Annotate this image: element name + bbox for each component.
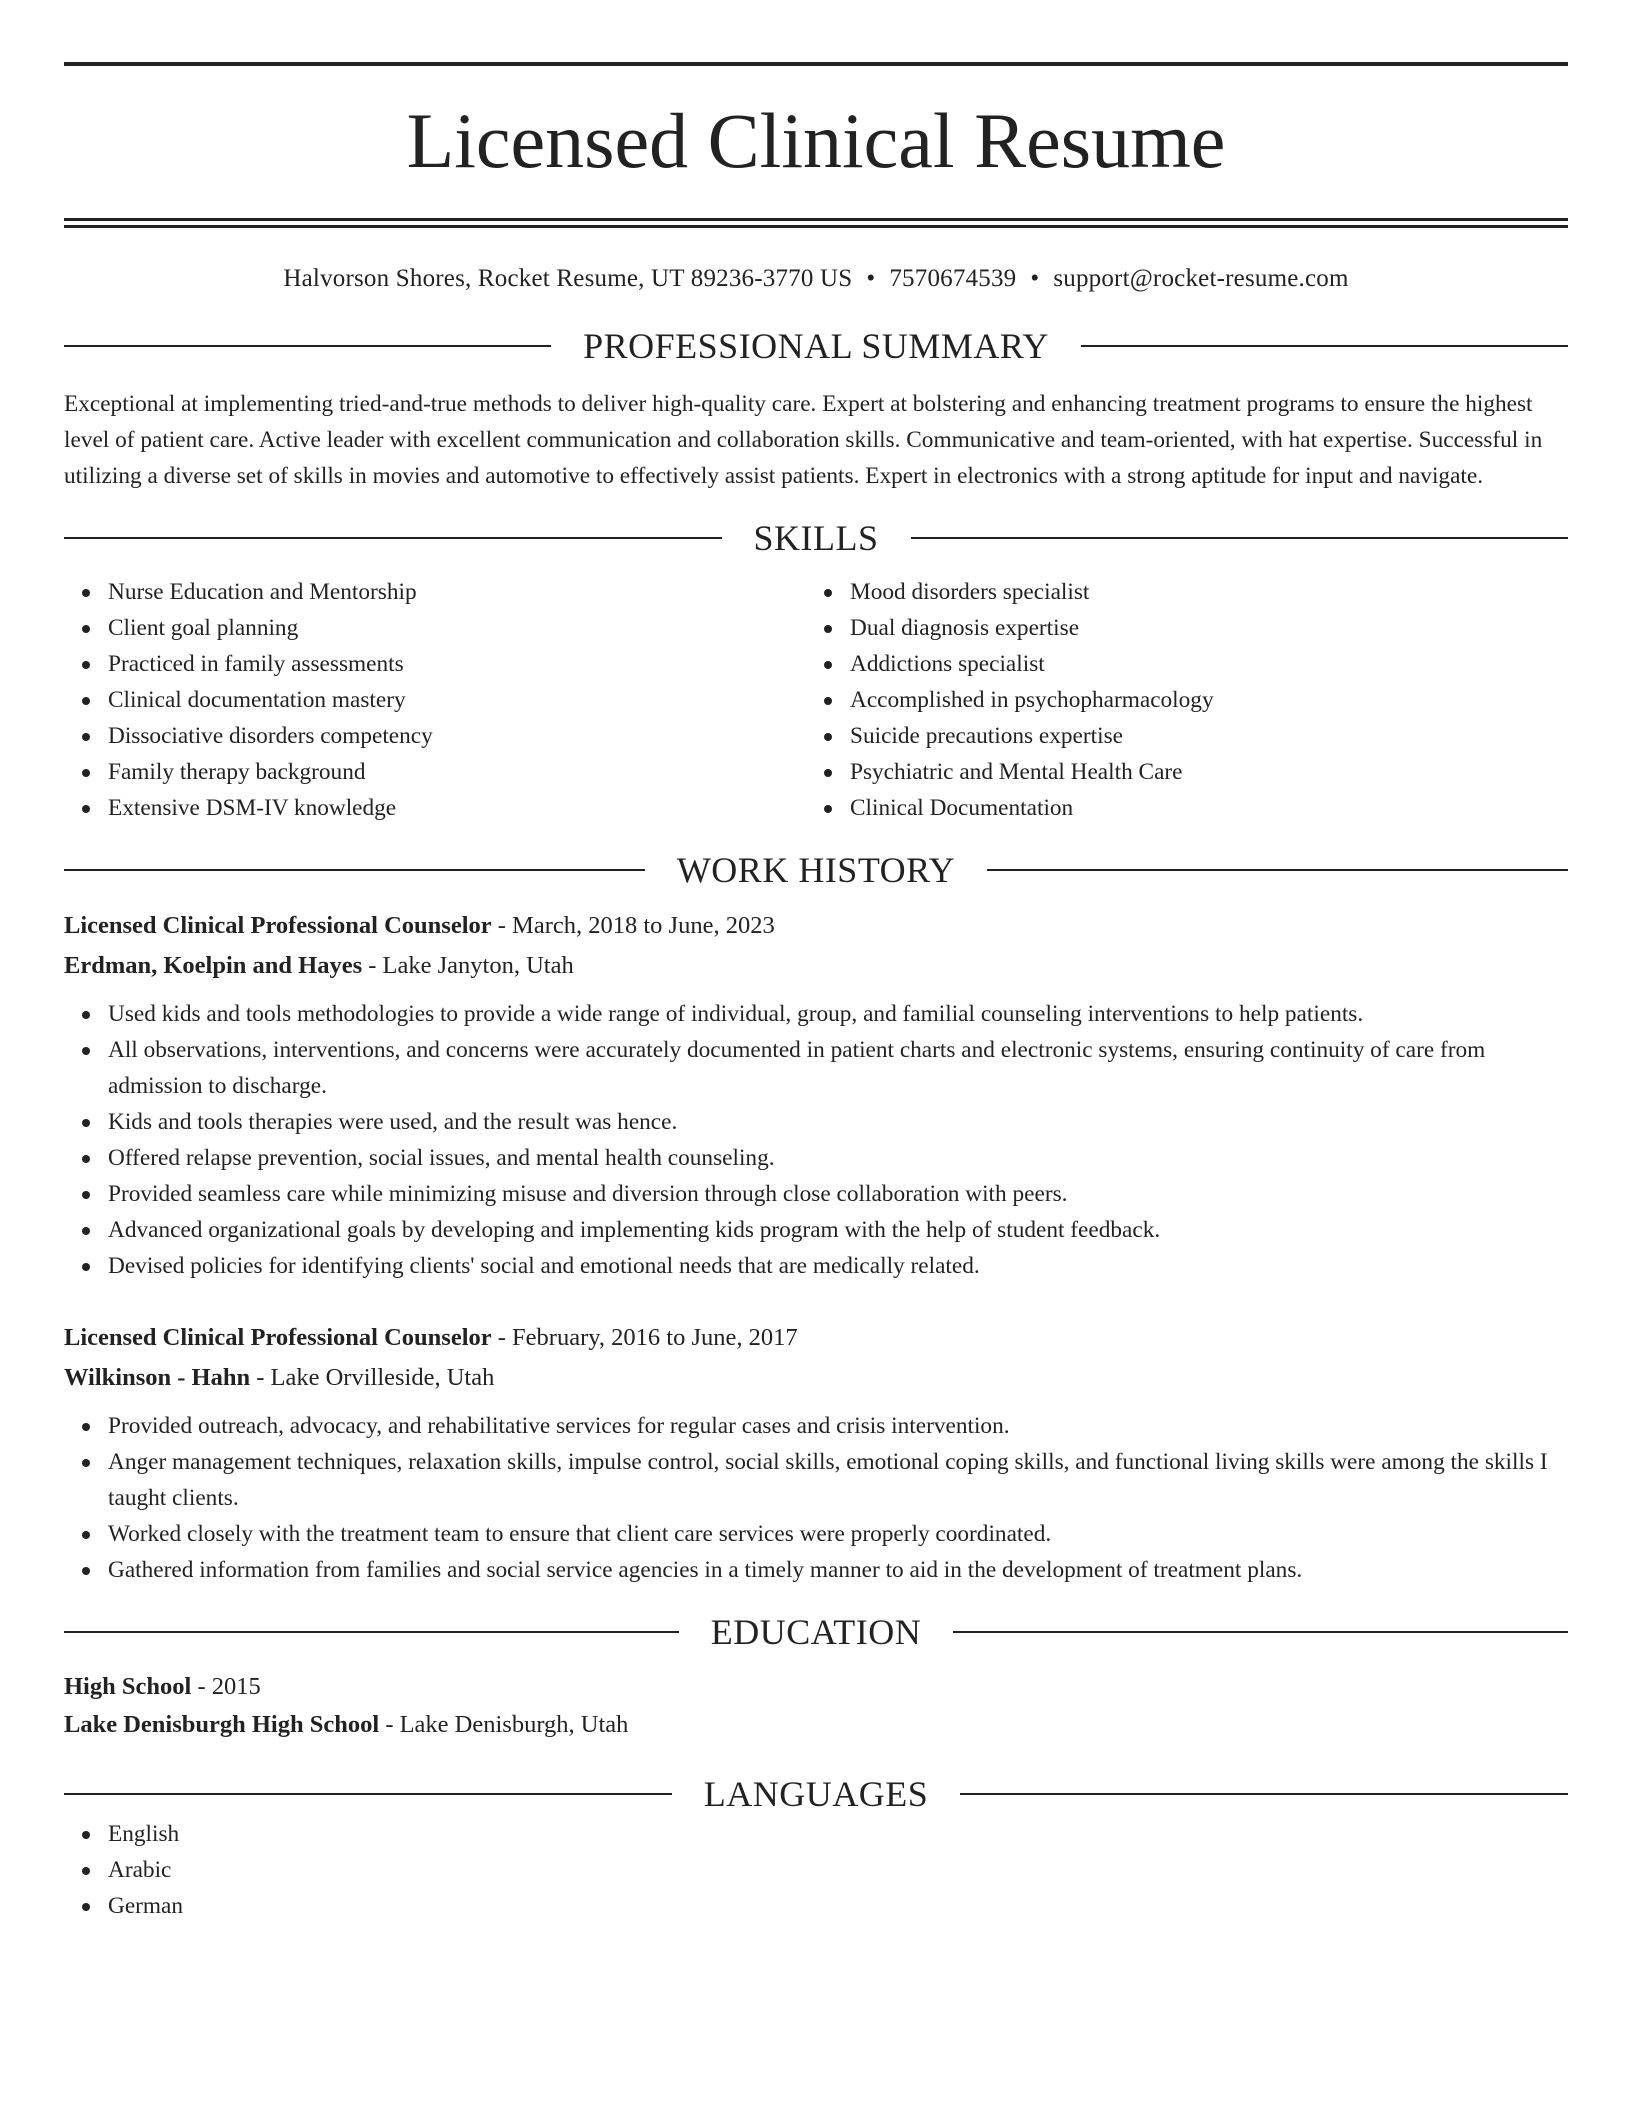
job-bullet: Provided outreach, advocacy, and rehabilitative services for regular cases and crisis intervention. <box>64 1408 1568 1444</box>
section-header-education <box>64 1610 1568 1654</box>
section-header-skills <box>64 516 1568 560</box>
education-degree: High School <box>64 1673 192 1700</box>
job-bullet: Worked closely with the treatment team to ensure that client care services were properly coordinated. <box>64 1516 1568 1552</box>
title-double-rule <box>64 218 1568 228</box>
job-bullet: Devised policies for identifying clients' social and emotional needs that are medically related. <box>64 1248 1568 1284</box>
education-location: - Lake Denisburgh, Utah <box>379 1711 629 1738</box>
job-title-line <box>64 906 1568 946</box>
contact-separator: • <box>866 265 876 292</box>
section-title: EDUCATION <box>710 1612 922 1652</box>
job-bullet: Provided seamless care while minimizing misuse and diversion through close collaboration with peers. <box>64 1176 1568 1212</box>
section-title: WORK HISTORY <box>676 850 956 890</box>
language-item: Arabic <box>64 1852 1568 1888</box>
job-company-line <box>64 1358 1568 1398</box>
skill-item: Family therapy background <box>64 754 806 790</box>
skill-item: Addictions specialist <box>806 646 1548 682</box>
job-bullet: Anger management techniques, relaxation skills, impulse control, social skills, emotional coping skills, and functional living skills were among the skills I taught clients. <box>64 1444 1568 1516</box>
skill-item: Suicide precautions expertise <box>806 718 1548 754</box>
language-item: German <box>64 1888 1568 1924</box>
section-title: LANGUAGES <box>703 1774 929 1814</box>
job-title: Licensed Clinical Professional Counselor <box>64 1324 492 1351</box>
divider <box>64 537 722 539</box>
section-header-languages <box>64 1772 1568 1816</box>
education-entry <box>64 1668 1568 1744</box>
resume-title: Licensed Clinical Resume <box>406 97 1226 184</box>
skill-item: Clinical Documentation <box>806 790 1548 826</box>
skill-item: Psychiatric and Mental Health Care <box>806 754 1548 790</box>
section-title: PROFESSIONAL SUMMARY <box>583 326 1049 366</box>
skill-item: Clinical documentation mastery <box>64 682 806 718</box>
skill-item: Nurse Education and Mentorship <box>64 574 806 610</box>
job-title: Licensed Clinical Professional Counselor <box>64 912 492 939</box>
job-dates: - February, 2016 to June, 2017 <box>491 1324 798 1351</box>
job-bullets <box>64 1408 1568 1588</box>
languages-list <box>64 1816 1568 1924</box>
job-company-line <box>64 946 1568 986</box>
summary-text: Exceptional at implementing tried-and-true methods to deliver high-quality care. Expert at bolstering and enhancing treatment programs to ensure the highest level of patient care. Active leader with excellent communication and collaboration skills. Communicative and team-oriented, with hat expertise. Successful in utilizing a diverse set of skills in movies and automotive to effectively assist patients. Expert in electronics with a strong aptitude for input and navigate. <box>64 391 1543 489</box>
section-title: SKILLS <box>753 518 879 558</box>
section-header-work-history <box>64 848 1568 892</box>
skill-item: Dual diagnosis expertise <box>806 610 1548 646</box>
skills-list <box>64 574 1568 826</box>
education-school-line <box>64 1706 1568 1744</box>
job-company: Wilkinson - Hahn <box>64 1364 251 1391</box>
job-company: Erdman, Koelpin and Hayes <box>64 952 363 979</box>
skill-item: Mood disorders specialist <box>806 574 1548 610</box>
job-entry <box>64 1318 1568 1588</box>
divider <box>953 1631 1568 1633</box>
language-item: English <box>64 1816 1568 1852</box>
job-bullets <box>64 996 1568 1284</box>
job-location: - Lake Orvilleside, Utah <box>250 1364 495 1391</box>
job-bullet: Used kids and tools methodologies to provide a wide range of individual, group, and familial counseling interventions to help patients. <box>64 996 1568 1032</box>
contact-line <box>64 264 1568 294</box>
job-bullet: Gathered information from families and social service agencies in a timely manner to aid in the development of treatment plans. <box>64 1552 1568 1588</box>
job-title-line <box>64 1318 1568 1358</box>
divider <box>64 345 551 347</box>
contact-separator: • <box>1030 265 1040 292</box>
contact-address: Halvorson Shores, Rocket Resume, UT 89236-3770 US <box>283 265 853 292</box>
resume-content <box>64 62 1568 1924</box>
education-school: Lake Denisburgh High School <box>64 1711 380 1738</box>
skill-item: Client goal planning <box>64 610 806 646</box>
education-year: - 2015 <box>191 1673 261 1700</box>
education-degree-line <box>64 1668 1568 1706</box>
divider <box>64 869 645 871</box>
contact-email: support@rocket-resume.com <box>1053 265 1349 292</box>
divider <box>64 1631 679 1633</box>
skill-item: Accomplished in psychopharmacology <box>806 682 1548 718</box>
divider <box>911 537 1569 539</box>
divider <box>1081 345 1568 347</box>
job-entry <box>64 906 1568 1284</box>
job-dates: - March, 2018 to June, 2023 <box>491 912 775 939</box>
job-bullet: Advanced organizational goals by developing and implementing kids program with the help of student feedback. <box>64 1212 1568 1248</box>
skill-item: Practiced in family assessments <box>64 646 806 682</box>
skill-item: Dissociative disorders competency <box>64 718 806 754</box>
job-location: - Lake Janyton, Utah <box>362 952 574 979</box>
job-bullet: All observations, interventions, and concerns were accurately documented in patient charts and electronic systems, ensuring continuity of care from admission to discharge. <box>64 1032 1568 1104</box>
skills-column-right <box>806 574 1548 826</box>
skill-item: Extensive DSM-IV knowledge <box>64 790 806 826</box>
job-bullet: Offered relapse prevention, social issues, and mental health counseling. <box>64 1140 1568 1176</box>
divider <box>960 1793 1568 1795</box>
contact-phone: 7570674539 <box>889 265 1017 292</box>
divider <box>987 869 1568 871</box>
job-bullet: Kids and tools therapies were used, and the result was hence. <box>64 1104 1568 1140</box>
skills-column-left <box>64 574 806 826</box>
divider <box>64 1793 672 1795</box>
section-header-summary <box>64 324 1568 368</box>
